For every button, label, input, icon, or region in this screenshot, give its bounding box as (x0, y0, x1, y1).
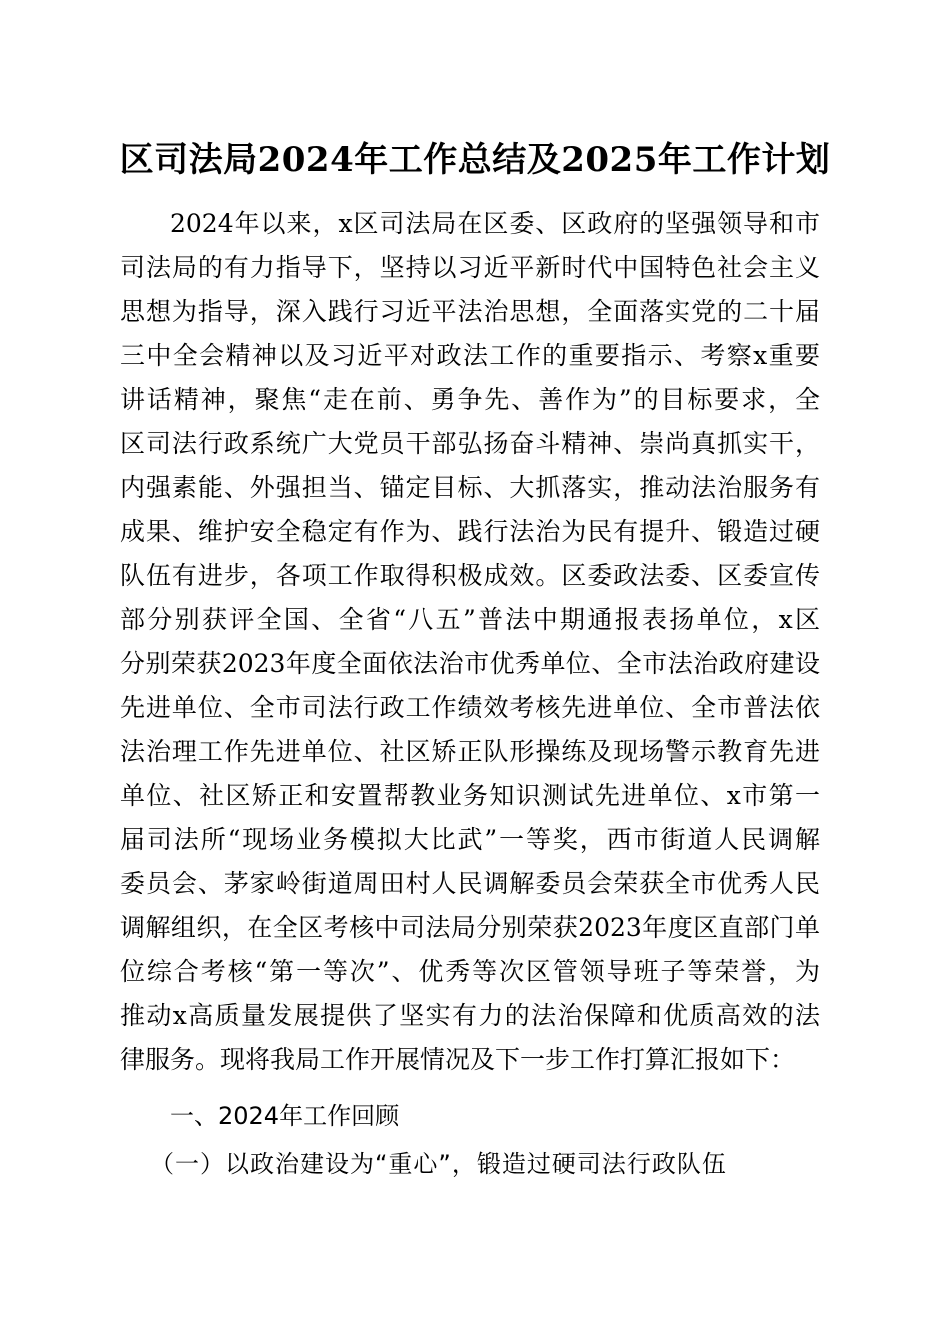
paragraph-line: 位综合考核“第一等次”、优秀等次区管领导班子等荣誉，为 (120, 957, 820, 986)
paragraph-line: 成果、维护安全稳定有作为、践行法治为民有提升、锻造过硬 (120, 517, 820, 546)
paragraph-line: 三中全会精神以及习近平对政法工作的重要指示、考察x重要 (120, 341, 820, 370)
paragraph-line: 讲话精神，聚焦“走在前、勇争先、善作为”的目标要求，全 (120, 385, 820, 414)
paragraph-line: 届司法所“现场业务模拟大比武”一等奖，西市街道人民调解 (120, 825, 820, 854)
paragraph-line: 2024年以来，x区司法局在区委、区政府的坚强领导和市 (170, 209, 820, 238)
paragraph-line: 推动x高质量发展提供了坚实有力的法治保障和优质高效的法 (120, 1001, 820, 1030)
paragraph-line: 律服务。现将我局工作开展情况及下一步工作打算汇报如下： (120, 1045, 796, 1074)
paragraph-line: 法治理工作先进单位、社区矫正队形操练及现场警示教育先进 (120, 737, 820, 766)
paragraph-line: 单位、社区矫正和安置帮教业务知识测试先进单位、x市第一 (120, 781, 820, 810)
paragraph-line: 思想为指导，深入践行习近平法治思想，全面落实党的二十届 (120, 297, 820, 326)
section-heading: 一、2024年工作回顾 (170, 1102, 400, 1130)
paragraph-line: 委员会、茅家岭街道周田村人民调解委员会荣获全市优秀人民 (120, 869, 820, 898)
intro-paragraph (120, 202, 820, 1082)
paragraph-line: 调解组织，在全区考核中司法局分别荣获2023年度区直部门单 (120, 913, 820, 942)
paragraph-line: 分别荣获2023年度全面依法治市优秀单位、全市法治政府建设 (120, 649, 820, 678)
subsection-heading: （一）以政治建设为“重心”，锻造过硬司法行政队伍 (150, 1150, 727, 1178)
paragraph-line: 区司法行政系统广大党员干部弘扬奋斗精神、崇尚真抓实干， (120, 429, 820, 458)
paragraph-line: 部分别获评全国、全省“八五”普法中期通报表扬单位，x区 (120, 605, 820, 634)
document-title: 区司法局2024年工作总结及2025年工作计划 (119, 140, 831, 180)
paragraph-line: 司法局的有力指导下，坚持以习近平新时代中国特色社会主义 (120, 253, 820, 282)
paragraph-line: 先进单位、全市司法行政工作绩效考核先进单位、全市普法依 (120, 693, 820, 722)
paragraph-line: 队伍有进步，各项工作取得积极成效。区委政法委、区委宣传 (120, 561, 820, 590)
paragraph-line: 内强素能、外强担当、锚定目标、大抓落实，推动法治服务有 (120, 473, 820, 502)
